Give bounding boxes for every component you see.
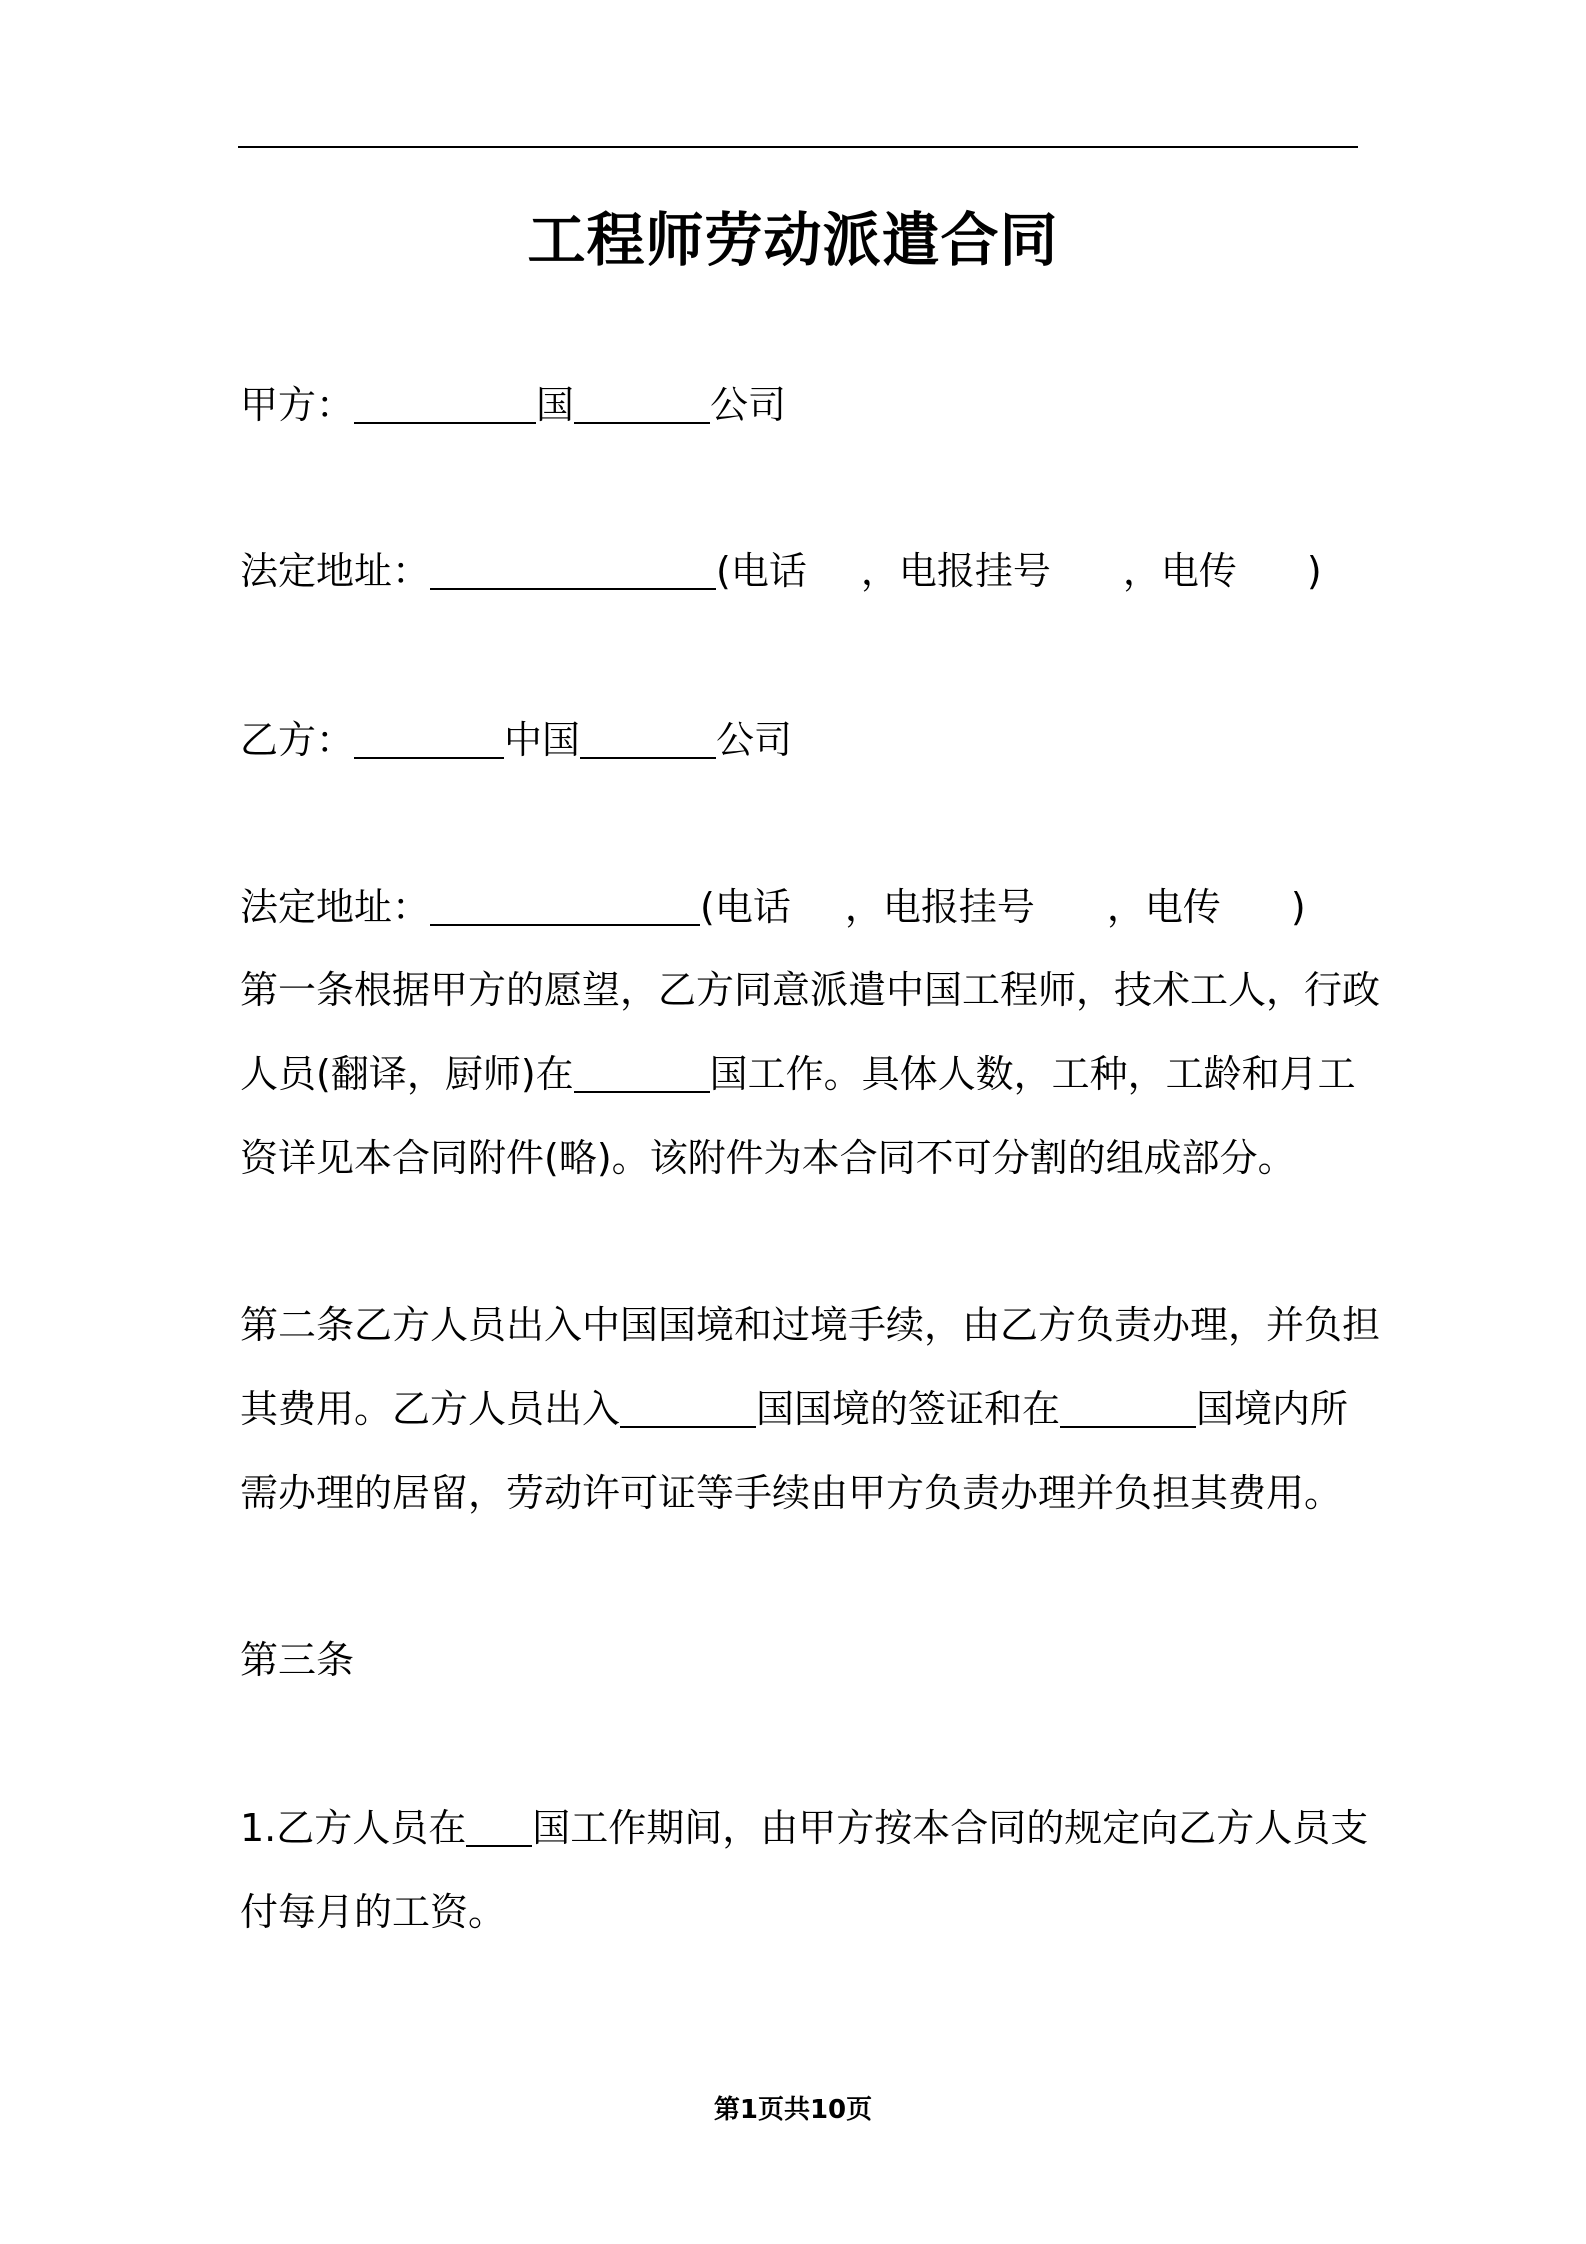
blank [1060,1388,1196,1428]
party-b-address-line: 法定地址： (电话 ，电报挂号 ，电传 ) [240,885,1306,929]
header-rule [238,146,1358,148]
article-3-heading: 第三条 [240,1638,355,1682]
article-2-line-2: 其费用。乙方人员出入 国国境的签证和在 国境内所 [240,1387,1349,1431]
article-1-line-2: 人员(翻译，厨师)在 国工作。具体人数，工种，工龄和月工 [240,1052,1356,1096]
blank [580,719,716,759]
article-2-line-1: 第二条乙方人员出入中国国境和过境手续，由乙方负责办理，并负担 [240,1303,1381,1347]
article-1-line-3: 资详见本合同附件(略)。该附件为本合同不可分割的组成部分。 [240,1136,1296,1180]
blank [430,550,716,590]
party-b-line: 乙方： 中国 公司 [240,718,793,762]
blank [620,1388,756,1428]
blank [466,1807,532,1847]
blank [574,1053,710,1093]
party-a-line: 甲方： 国 公司 [240,383,787,427]
blank [354,384,536,424]
article-3-item-1-line-2: 付每月的工资。 [240,1890,507,1934]
blank [430,886,700,926]
document-title: 工程师劳动派遣合同 [527,206,1059,274]
blank [574,384,710,424]
article-3-item-1-line-1: 1.乙方人员在 国工作期间，由甲方按本合同的规定向乙方人员支 [240,1806,1369,1850]
page-footer: 第1页共10页 [713,2095,873,2125]
article-2-line-3: 需办理的居留，劳动许可证等手续由甲方负责办理并负担其费用。 [240,1471,1343,1515]
article-1-line-1: 第一条根据甲方的愿望，乙方同意派遣中国工程师，技术工人，行政 [240,968,1381,1012]
party-a-address-line: 法定地址： (电话 ，电报挂号 ，电传 ) [240,549,1322,593]
blank [354,719,504,759]
